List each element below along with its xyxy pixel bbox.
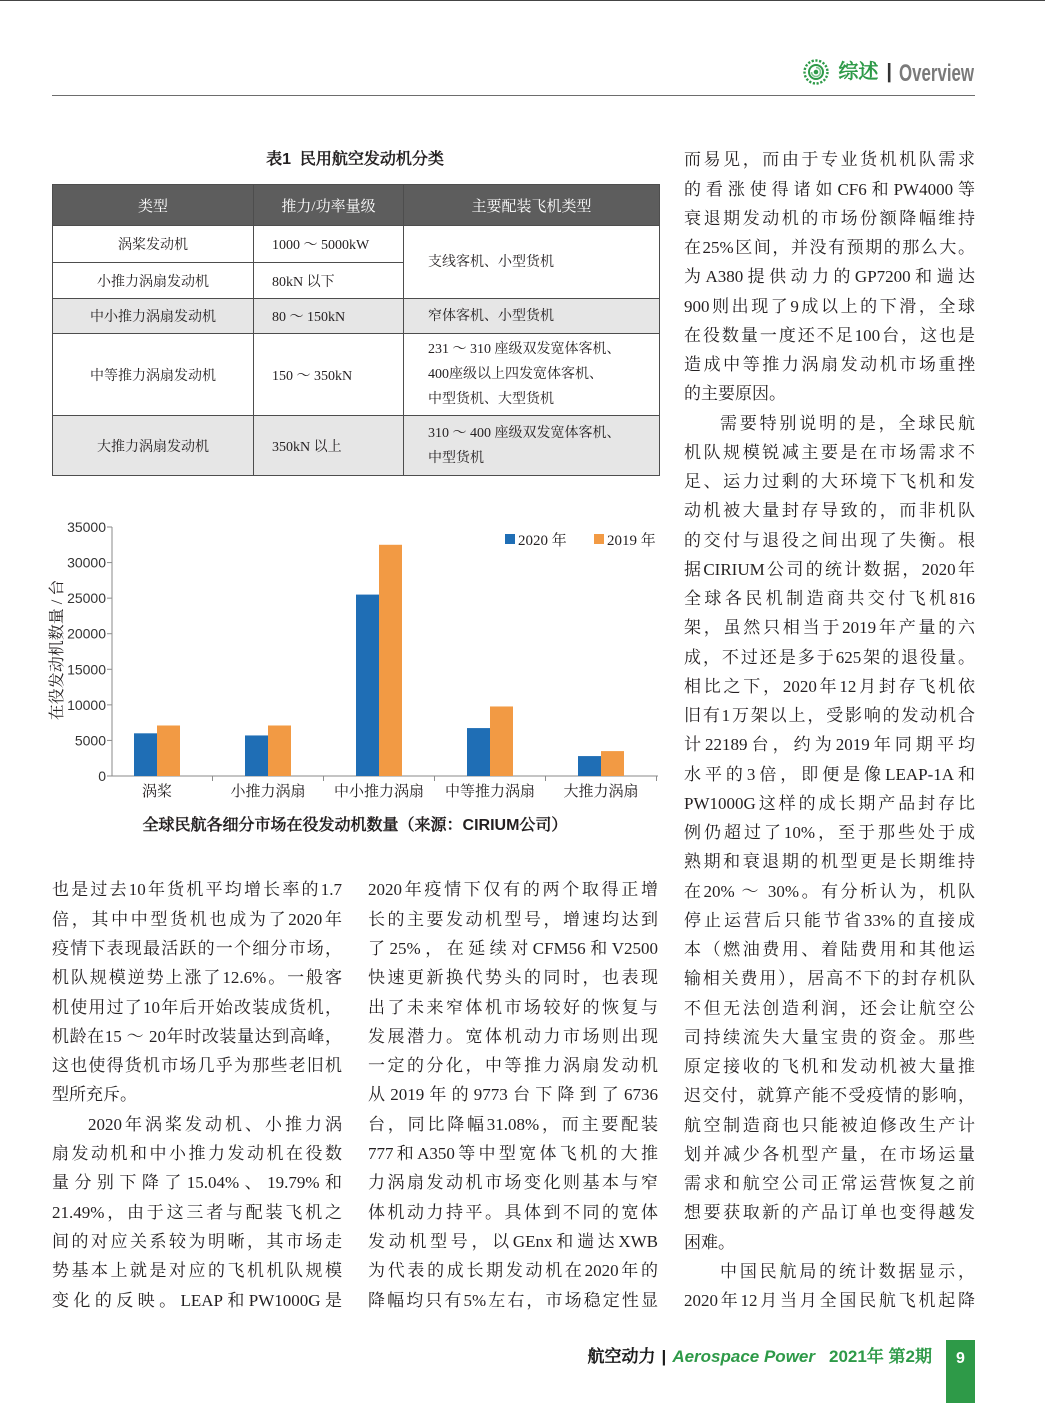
text-line: 在25%区间，并没有预期的那么大。: [684, 238, 975, 258]
text-line: 这也使得货机市场几乎为那些老旧机: [52, 1056, 342, 1076]
x-category-label: 中等推力涡扇: [444, 784, 536, 800]
text-line: 了25%，在延续对CFM56和V2500: [368, 938, 658, 958]
text-line: 困难。: [684, 1232, 735, 1252]
y-tick-label: 0: [98, 768, 106, 784]
bar-2019: [268, 725, 291, 776]
text-line: 快速更新换代势头的同时，也表现: [368, 968, 658, 988]
text-line: 旧有1万架以上，受影响的发动机合: [684, 706, 975, 726]
text-line: 动机被大量封存导致的，而非机队: [684, 501, 975, 521]
text-line: 停止运营后只能节省33%的直接成: [684, 910, 975, 930]
text-line: 型所充斥。: [52, 1085, 137, 1105]
bar-2020: [245, 735, 268, 776]
section-title-en: [899, 58, 975, 86]
text-line: 一定的分化，中等推力涡扇发动机: [368, 1056, 658, 1076]
text-line: PW1000G这样的成长期产品封存比: [684, 793, 975, 813]
text-line: 司持续流失大量宝贵的资金。那些: [684, 1027, 975, 1047]
engine-classification-table: [52, 184, 660, 476]
text-line: 机队规模逆势上涨了12.6%。一般客: [52, 968, 342, 988]
text-line: 划并减少各机型产量，在市场运量: [684, 1144, 975, 1164]
table-cell-line: 支线客机、小型货机: [428, 254, 554, 270]
text-line: 量分别下降了15.04%、19.79%和: [52, 1173, 342, 1193]
bar-2020: [467, 728, 490, 776]
table-cell-thrust: 80kN 以下: [254, 263, 404, 299]
text-line: 计22189台，约为2019年同期平均: [684, 735, 975, 755]
text-line: 的主要原因。: [684, 384, 786, 404]
y-tick-label: 20000: [67, 625, 106, 642]
header-rule: [52, 95, 975, 96]
table-cell-line: 400座级以上四发宽体客机、: [428, 367, 603, 382]
table-title: 表1 民用航空发动机分类: [266, 151, 444, 168]
text-line: 777和A350等中型宽体飞机的大推: [368, 1144, 658, 1164]
section-divider: |: [886, 61, 892, 83]
text-line: 长的主要发动机型号，增速均达到: [368, 909, 658, 929]
x-category-label: 小推力涡扇: [230, 784, 306, 800]
text-line: 航空制造商也只能被迫修改生产计: [684, 1115, 975, 1135]
text-line: 力涡扇发动机市场变化则基本与窄: [368, 1173, 658, 1193]
x-category-label: 大推力涡扇: [563, 784, 639, 800]
text-line: 21.49%，由于这三者与配装飞机之: [52, 1202, 342, 1222]
text-line: 2020年涡桨发动机、小推力涡: [88, 1114, 342, 1134]
text-line: 想要获取新的产品订单也变得越发: [684, 1203, 975, 1223]
bar-2019: [157, 725, 180, 776]
bar-2020: [134, 733, 157, 776]
text-line: 扇发动机和中小推力发动机在役数: [52, 1144, 342, 1164]
text-line: 而易见，而由于专业货机机队需求: [684, 150, 975, 170]
table-cell-type: 中小推力涡扇发动机: [53, 299, 254, 334]
y-axis-title: 在役发动机数量 / 台: [49, 579, 66, 721]
text-line: 疫情下表现最活跃的一个细分市场，: [52, 938, 342, 958]
text-line: 2020年疫情下仅有的两个取得正增: [368, 880, 658, 900]
text-line: 足、运力过剩的大环境下飞机和发: [684, 472, 975, 492]
table-header-cell: 类型: [53, 185, 254, 226]
text-line: 间的对应关系较为明晰，其市场走: [52, 1231, 342, 1251]
table-cell-thrust: 150 ～ 350kN: [254, 334, 404, 416]
table-cell-line: 窄体客机、小型货机: [428, 308, 554, 324]
top-edge-rule: [0, 0, 1045, 1]
text-line: 为A380提供动力的GP7200和遄达: [684, 267, 975, 287]
text-line: 例仍超过了10%，至于那些处于成: [684, 823, 975, 843]
table-cell-type: 中等推力涡扇发动机: [53, 334, 254, 416]
legend-label: 2020 年: [518, 533, 567, 549]
text-line: 在20% ～ 30%。有分析认为，机队: [684, 881, 975, 901]
engine-count-bar-chart: [40, 510, 665, 810]
y-tick-label: 30000: [67, 554, 106, 571]
page-footer: [588, 1345, 932, 1369]
y-tick-label: 25000: [67, 590, 106, 607]
page-number: 9: [956, 1350, 965, 1367]
swirl-logo-icon: [803, 59, 829, 85]
text-line: 2020年12月当月全国民航飞机起降: [684, 1291, 975, 1311]
bar-2019: [601, 751, 624, 776]
text-line: 原定接收的飞机和发动机被大量推: [684, 1057, 975, 1077]
y-tick-label: 15000: [67, 661, 106, 678]
table-header-cell: 主要配装飞机类型: [404, 185, 660, 226]
text-line: 900则出现了9成以上的下滑，全球: [684, 296, 975, 316]
y-tick-label: 10000: [67, 696, 106, 713]
text-line: 机龄在15 ～ 20年时改装量达到高峰，: [52, 1026, 342, 1046]
table-cell-thrust: 350kN 以上: [254, 416, 404, 476]
text-line: 体机动力持平。具体到不同的宽体: [368, 1202, 658, 1222]
text-line: 机队规模锐减主要是在市场需求不: [684, 442, 975, 462]
x-category-label: 中小推力涡扇: [333, 784, 425, 800]
text-line: 水平的3倍，即便是像LEAP-1A和: [684, 764, 975, 784]
text-line: 为代表的成长期发动机在2020年的: [368, 1261, 658, 1281]
text-line: 发展潜力。宽体机动力市场则出现: [368, 1026, 658, 1046]
x-category-label: 涡桨: [141, 784, 173, 800]
legend-swatch: [505, 534, 515, 544]
text-line: 相比之下，2020年12月封存飞机依: [684, 676, 975, 696]
text-line: 在役数量一度还不足100台，这也是: [684, 325, 975, 345]
text-column-left: [52, 875, 342, 1314]
text-line: 降幅均只有5%左右，市场稳定性显: [368, 1290, 658, 1310]
table-cell-aircraft: [404, 299, 660, 334]
table-header-row: [53, 185, 660, 226]
table-row: [53, 226, 660, 263]
text-column-middle: [368, 875, 658, 1314]
table-cell-thrust: 80 ～ 150kN: [254, 299, 404, 334]
chart-caption: 全球民航各细分市场在役发动机数量（来源：CIRIUM公司）: [142, 817, 568, 834]
table-header-cell: 推力/功率量级: [254, 185, 404, 226]
text-line: 不但无法创造利润，还会让航空公: [684, 998, 975, 1018]
text-line: 出了未来窄体机市场较好的恢复与: [368, 997, 658, 1017]
table-cell-aircraft: [404, 416, 660, 476]
text-line: 台，同比降幅31.08%，而主要配装: [368, 1114, 658, 1134]
table-cell-type: 小推力涡扇发动机: [53, 263, 254, 299]
bar-2019: [379, 545, 402, 776]
bar-2019: [490, 706, 513, 776]
magazine-name-cn: 航空动力: [587, 1347, 656, 1366]
text-line: 熟期和衰退期的机型更是长期维持: [684, 852, 975, 872]
text-line: 造成中等推力涡扇发动机市场重挫: [684, 355, 975, 375]
table-row: [53, 299, 660, 334]
text-column-right: [684, 145, 975, 1315]
issue-label: 2021年 第2期: [829, 1347, 932, 1366]
text-line: 迟交付，就算产能不受疫情的影响，: [684, 1086, 975, 1106]
table-cell-thrust: 1000 ～ 5000kW: [254, 226, 404, 263]
text-line: 机使用过了10年后开始改装成货机，: [52, 997, 342, 1017]
legend-label: 2019 年: [607, 533, 656, 549]
text-line: 据CIRIUM公司的统计数据，2020年: [684, 559, 975, 579]
section-title-en-text: Overview: [899, 60, 975, 87]
text-line: 也是过去10年货机平均增长率的1.7: [52, 880, 342, 900]
text-line: 变化的反映。LEAP和PW1000G是: [52, 1290, 342, 1310]
bar-2020: [356, 595, 379, 776]
bar-2020: [578, 756, 601, 776]
text-line: 倍，其中中型货机也成为了2020年: [52, 909, 342, 929]
table-cell-line: 中型货机、大型货机: [428, 392, 554, 407]
table-cell-type: 涡桨发动机: [53, 226, 254, 263]
table-cell-line: 中型货机: [428, 450, 484, 466]
table-cell-type: 大推力涡扇发动机: [53, 416, 254, 476]
text-line: 中国民航局的统计数据显示，: [720, 1261, 975, 1281]
table-cell-aircraft: [404, 334, 660, 416]
magazine-name-en: Aerospace Power: [672, 1347, 815, 1366]
text-line: 的交付与退役之间出现了失衡。根: [684, 530, 975, 550]
text-line: 全球各民机制造商共交付飞机816: [684, 589, 975, 609]
text-line: 需要特别说明的是，全球民航: [720, 413, 975, 433]
table-row: [53, 334, 660, 416]
section-header: [803, 58, 975, 86]
legend-swatch: [594, 534, 604, 544]
text-line: 发动机型号，以GEnx和遄达XWB: [368, 1231, 658, 1251]
text-line: 本（燃油费用、着陆费用和其他运: [684, 940, 975, 960]
text-line: 从2019年的9773台下降到了6736: [368, 1085, 658, 1105]
footer-divider: |: [661, 1347, 667, 1366]
y-tick-label: 35000: [67, 519, 106, 535]
table-cell-line: 310 ～ 400 座级双发宽体客机、: [428, 425, 621, 441]
section-title-cn: 综述: [838, 61, 879, 83]
text-line: 需求和航空公司正常运营恢复之前: [684, 1174, 975, 1194]
text-line: 势基本上就是对应的飞机机队规模: [52, 1261, 342, 1281]
page-number-badge: [946, 1340, 975, 1403]
table-cell-aircraft: [404, 226, 660, 299]
table-row: [53, 416, 660, 476]
text-line: 衰退期发动机的市场份额降幅维持: [684, 208, 975, 228]
text-line: 架，虽然只相当于2019年产量的六: [684, 618, 975, 638]
table-cell-line: 231 ～ 310 座级双发宽体客机、: [428, 342, 621, 357]
text-line: 的看涨使得诸如CF6和PW4000等: [684, 179, 975, 199]
text-line: 成，不过还是多于625架的退役量。: [684, 647, 975, 667]
text-line: 输相关费用），居高不下的封存机队: [684, 969, 975, 989]
y-tick-label: 5000: [74, 732, 106, 749]
